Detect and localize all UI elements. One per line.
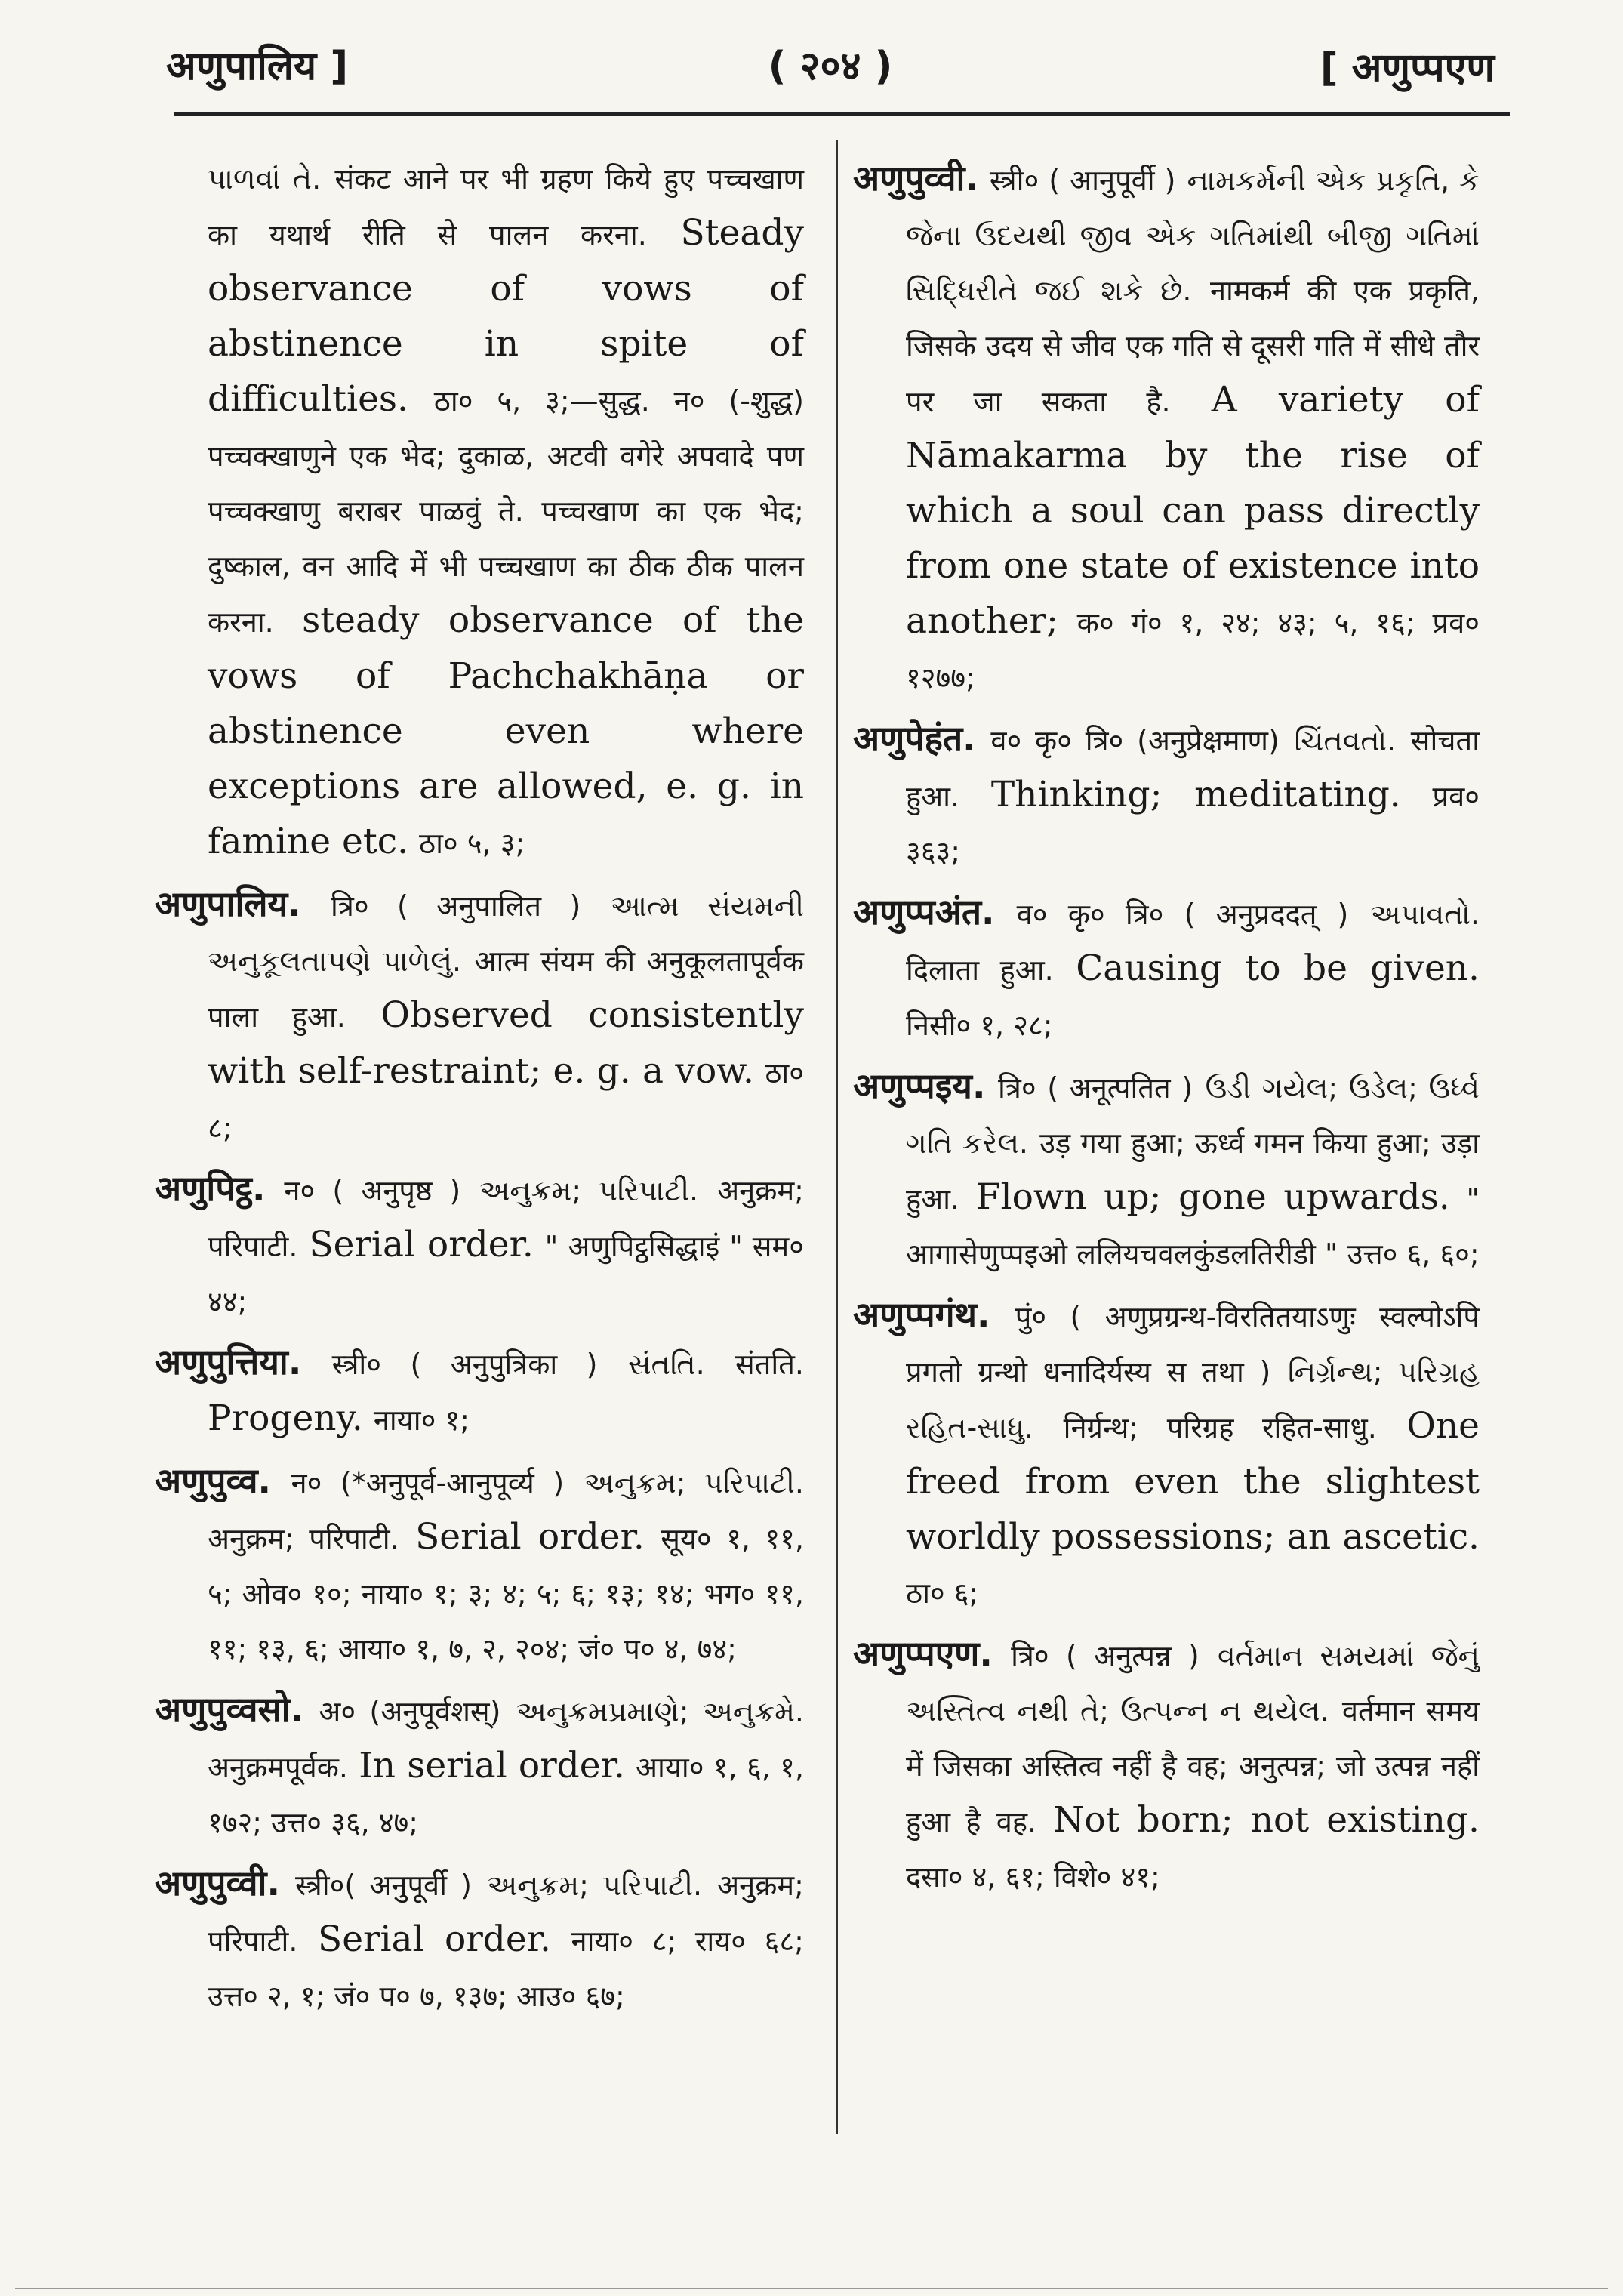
headword: अणुपुव्वी. (853, 158, 978, 199)
headword: अणुपुत्तिया. (155, 1342, 302, 1382)
english-gloss: steady observance of the vows of Pachchakhāṇa or abstinence even where exceptions are allowed, e. g. in famine etc. (208, 599, 804, 862)
hindi-gloss: नामकर्म की एक प्रकृति, जिसके उदय से जीव एक गति से दूसरी गति में सीधे तौर पर जा सकता है. (906, 274, 1480, 418)
english-gloss: Serial order. (318, 1918, 551, 1960)
grammar-label: व० कृ० त्रि० ( अनुप्रददत् ) (1016, 898, 1349, 931)
references: " अणुपिट्ठसिद्धाइं " सम० ४४; (208, 1230, 804, 1318)
hindi-gloss: संकट आने पर भी ग्रहण किये हुए पच्चखाण का यथार्थ रीति से पालन करना. (208, 162, 804, 251)
grammar-label: न० ( अनुपृष्ठ ) (284, 1174, 461, 1207)
grammar-label: स्त्री० ( आनुपूर्वी ) (989, 164, 1176, 197)
grammar-label: त्रि० ( अनुपालित ) (331, 889, 581, 923)
page-bottom-rule (15, 2288, 1608, 2289)
gujarati-gloss: આત્મ સંયમની અનુકૂલતાપણે પાળેલું. (208, 889, 804, 978)
header-right-guideword: [ अणुप्पएण (1320, 45, 1495, 91)
right-column (853, 151, 1480, 1910)
references: नाया० ८; राय० ६८; उत्त० २, १; जं० प० ७, १३७; आउ० ६७; (208, 1925, 804, 2013)
english-gloss: A variety of Nāmakarma by the rise of which a soul can pass directly from one state of existence into another; (906, 379, 1480, 642)
grammar-label: त्रि० ( अनुत्पन्न ) (1011, 1639, 1200, 1672)
hindi-gloss: वर्तमान समय में जिसका अस्तित्व नहीं है वह; अनुत्पन्न; जो उत्पन्न नहीं हुआ है वह. (906, 1694, 1480, 1838)
english-gloss: Flown up; gone upwards. (975, 1176, 1450, 1218)
header-left-guideword: अणुपालिय ] (166, 44, 349, 89)
english-gloss: Serial order. (415, 1516, 645, 1558)
gujarati-gloss: અનુક્રમ; પરિપાટી. (487, 1869, 703, 1902)
hindi-gloss: निर्ग्रन्थ; परिग्रह रहित-साधु. (1063, 1411, 1377, 1444)
hindi-gloss: अनुक्रम; परिपाटी. (208, 1522, 399, 1555)
gujarati-gloss: વર્તમાન સમયમાં જેનું અસ્તિત્વ નથી તે; ઉત્પન્ન ન થયેલ. (906, 1639, 1480, 1727)
references: नाया० १; (373, 1404, 470, 1437)
hindi-gloss: उड़ गया हुआ; ऊर्ध्व गमन किया हुआ; उड़ा हुआ. (906, 1126, 1480, 1216)
references: " आगासेणुप्पइओ ललियचवलकुंडलतिरीडी " उत्त० ६, ६०; (906, 1182, 1480, 1271)
dictionary-entry (155, 1453, 804, 1676)
headword: अणुपालिय. (155, 883, 301, 924)
headword: अणुपिट्ठ. (155, 1168, 266, 1209)
gujarati-gloss: સંતતિ. (627, 1348, 705, 1381)
grammar-label: व० कृ० त्रि० (अनुप्रेक्षमाण) (990, 724, 1280, 757)
dictionary-entry (155, 1161, 804, 1329)
headword: अणुपुव्वसो. (155, 1689, 304, 1730)
gujarati-gloss: અનુક્રમપ્રમાણે; અનુક્રમે. (516, 1695, 804, 1728)
references: दसा० ४, ६१; विशे० ४१; (906, 1860, 1160, 1894)
hindi-gloss: सोचता हुआ. (906, 724, 1480, 813)
hindi-gloss: आत्म संयम की अनुकूलतापूर्वक पाला हुआ. (208, 945, 804, 1034)
gujarati-gloss: પાળવાં તે. (208, 162, 322, 196)
grammar-label: स्त्री०( अनुपूर्वी ) (295, 1869, 473, 1902)
gujarati-gloss: નિર્ગ્રન્થ; પરિગ્રહ રહિત-સાધુ. (906, 1355, 1480, 1444)
references: सूय० १, ११, ५; ओव० १०; नाया० १; ३; ४; ५; ६; १३; १४; भग० ११, ११; १३, ६; आया० १, ७, २, २०४; जं० प० ४, ७४; (208, 1522, 804, 1666)
gujarati-gloss: અનુક્રમ; પરિપાટી. (584, 1466, 804, 1499)
gujarati-gloss: અપાવતો. (1370, 898, 1480, 931)
references: निसी० १, २८; (906, 1009, 1053, 1042)
english-gloss: One freed from even the slightest worldly possessions; an ascetic. (906, 1405, 1480, 1558)
dictionary-entry (155, 1682, 804, 1850)
dictionary-entry (155, 1856, 804, 2023)
headword: अणुप्पएण. (853, 1633, 993, 1674)
english-gloss: Serial order. (309, 1224, 534, 1265)
references: आया० १, ६, १, १७२; उत्त० ३६, ४७; (208, 1751, 804, 1839)
dictionary-entry (853, 1059, 1480, 1281)
references: ठा० ५, ३;—सुद्ध. न० (-शुद्ध) पच्चक्खाणुने एक भेद; दुकाळ, अटवी वगेरे अपवादे पण पच्चक्खाणु बराबर पाळवुं ते. पच्चखाण का एक भेद; दुष्काल, वन आदि में भी पच्चखाण का ठीक ठीक पालन करना. (208, 384, 804, 639)
english-gloss: In serial order. (359, 1745, 625, 1786)
english-gloss: Not born; not existing. (1053, 1799, 1480, 1841)
english-gloss: Steady observance of vows of abstinence in spite of difficulties. (208, 212, 804, 420)
grammar-label: पुं० ( अणुप्रग्रन्थ-विरतितयाऽणुः स्वल्पोऽपि प्रगतो ग्रन्थो धनादिर्यस्य स तथा ) (906, 1300, 1480, 1388)
dictionary-entry (853, 1626, 1480, 1904)
dictionary-entry (853, 1287, 1480, 1620)
references: ठा० ५, ३; (419, 827, 525, 860)
hindi-gloss: अनुक्रमपूर्वक. (208, 1751, 349, 1784)
gujarati-gloss: નામકર્મની એક પ્રકૃતિ, કે જેના ઉદયથી જીવ એક ગતિમાંથી બીજી ગતિમાં સિદ્ધિરીતે જઈ શકે છે. (906, 164, 1480, 307)
grammar-label: न० (*अनुपूर्व-आनुपूर्व्य ) (291, 1466, 565, 1499)
references: ठा० ६; (906, 1576, 979, 1610)
grammar-label: स्त्री० ( अनुपुत्रिका ) (331, 1348, 598, 1381)
headword: अणुपुव्वी. (155, 1863, 280, 1903)
grammar-label: अ० (अनुपूर्वशस्) (319, 1695, 501, 1728)
gujarati-gloss: ચિંતવતો. (1294, 724, 1397, 757)
headword: अणुप्पअंत. (853, 892, 995, 932)
references: ठा० ८; (208, 1056, 804, 1145)
hindi-gloss: अनुक्रम; परिपाटी. (208, 1174, 804, 1263)
english-gloss: Thinking; meditating. (990, 774, 1401, 815)
hindi-gloss: अनुक्रम; परिपाटी. (208, 1869, 804, 1958)
page-number: ( २०४ ) (768, 44, 893, 89)
dictionary-entry (853, 151, 1480, 705)
gujarati-gloss: ઉડી ગયેલ; ઉડેલ; ઉર્ધ્વ ગતિ કરેલ. (906, 1071, 1480, 1160)
dictionary-entry (155, 877, 804, 1155)
dictionary-entry (853, 711, 1480, 879)
dictionary-entry (155, 1335, 804, 1447)
dictionary-entry (853, 885, 1480, 1052)
gujarati-gloss: અનુક્રમ; પરિપાટી. (479, 1174, 699, 1207)
hindi-gloss: संतति. (735, 1348, 804, 1381)
references: क० गं० १, २४; ४३; ५, १६; प्रव० १२७७; (906, 606, 1480, 695)
references: प्रव० ३६३; (906, 780, 1480, 868)
header-rule (174, 112, 1510, 116)
english-gloss: Observed consistently with self-restraint; e. g. a vow. (208, 994, 804, 1092)
english-gloss: Causing to be given. (1076, 948, 1480, 989)
grammar-label: त्रि० ( अनूत्पतित ) (998, 1071, 1193, 1105)
dictionary-entry (155, 151, 804, 871)
headword: अणुपेहंत. (853, 718, 976, 759)
column-divider (836, 140, 838, 2134)
english-gloss: Progeny. (208, 1398, 363, 1439)
left-column (155, 151, 804, 2029)
headword: अणुप्पइय. (853, 1065, 986, 1106)
headword: अणुपुव्व. (155, 1460, 272, 1501)
headword: अणुप्पगंथ. (853, 1294, 990, 1335)
page-header (151, 30, 1510, 98)
hindi-gloss: दिलाता हुआ. (906, 954, 1054, 987)
